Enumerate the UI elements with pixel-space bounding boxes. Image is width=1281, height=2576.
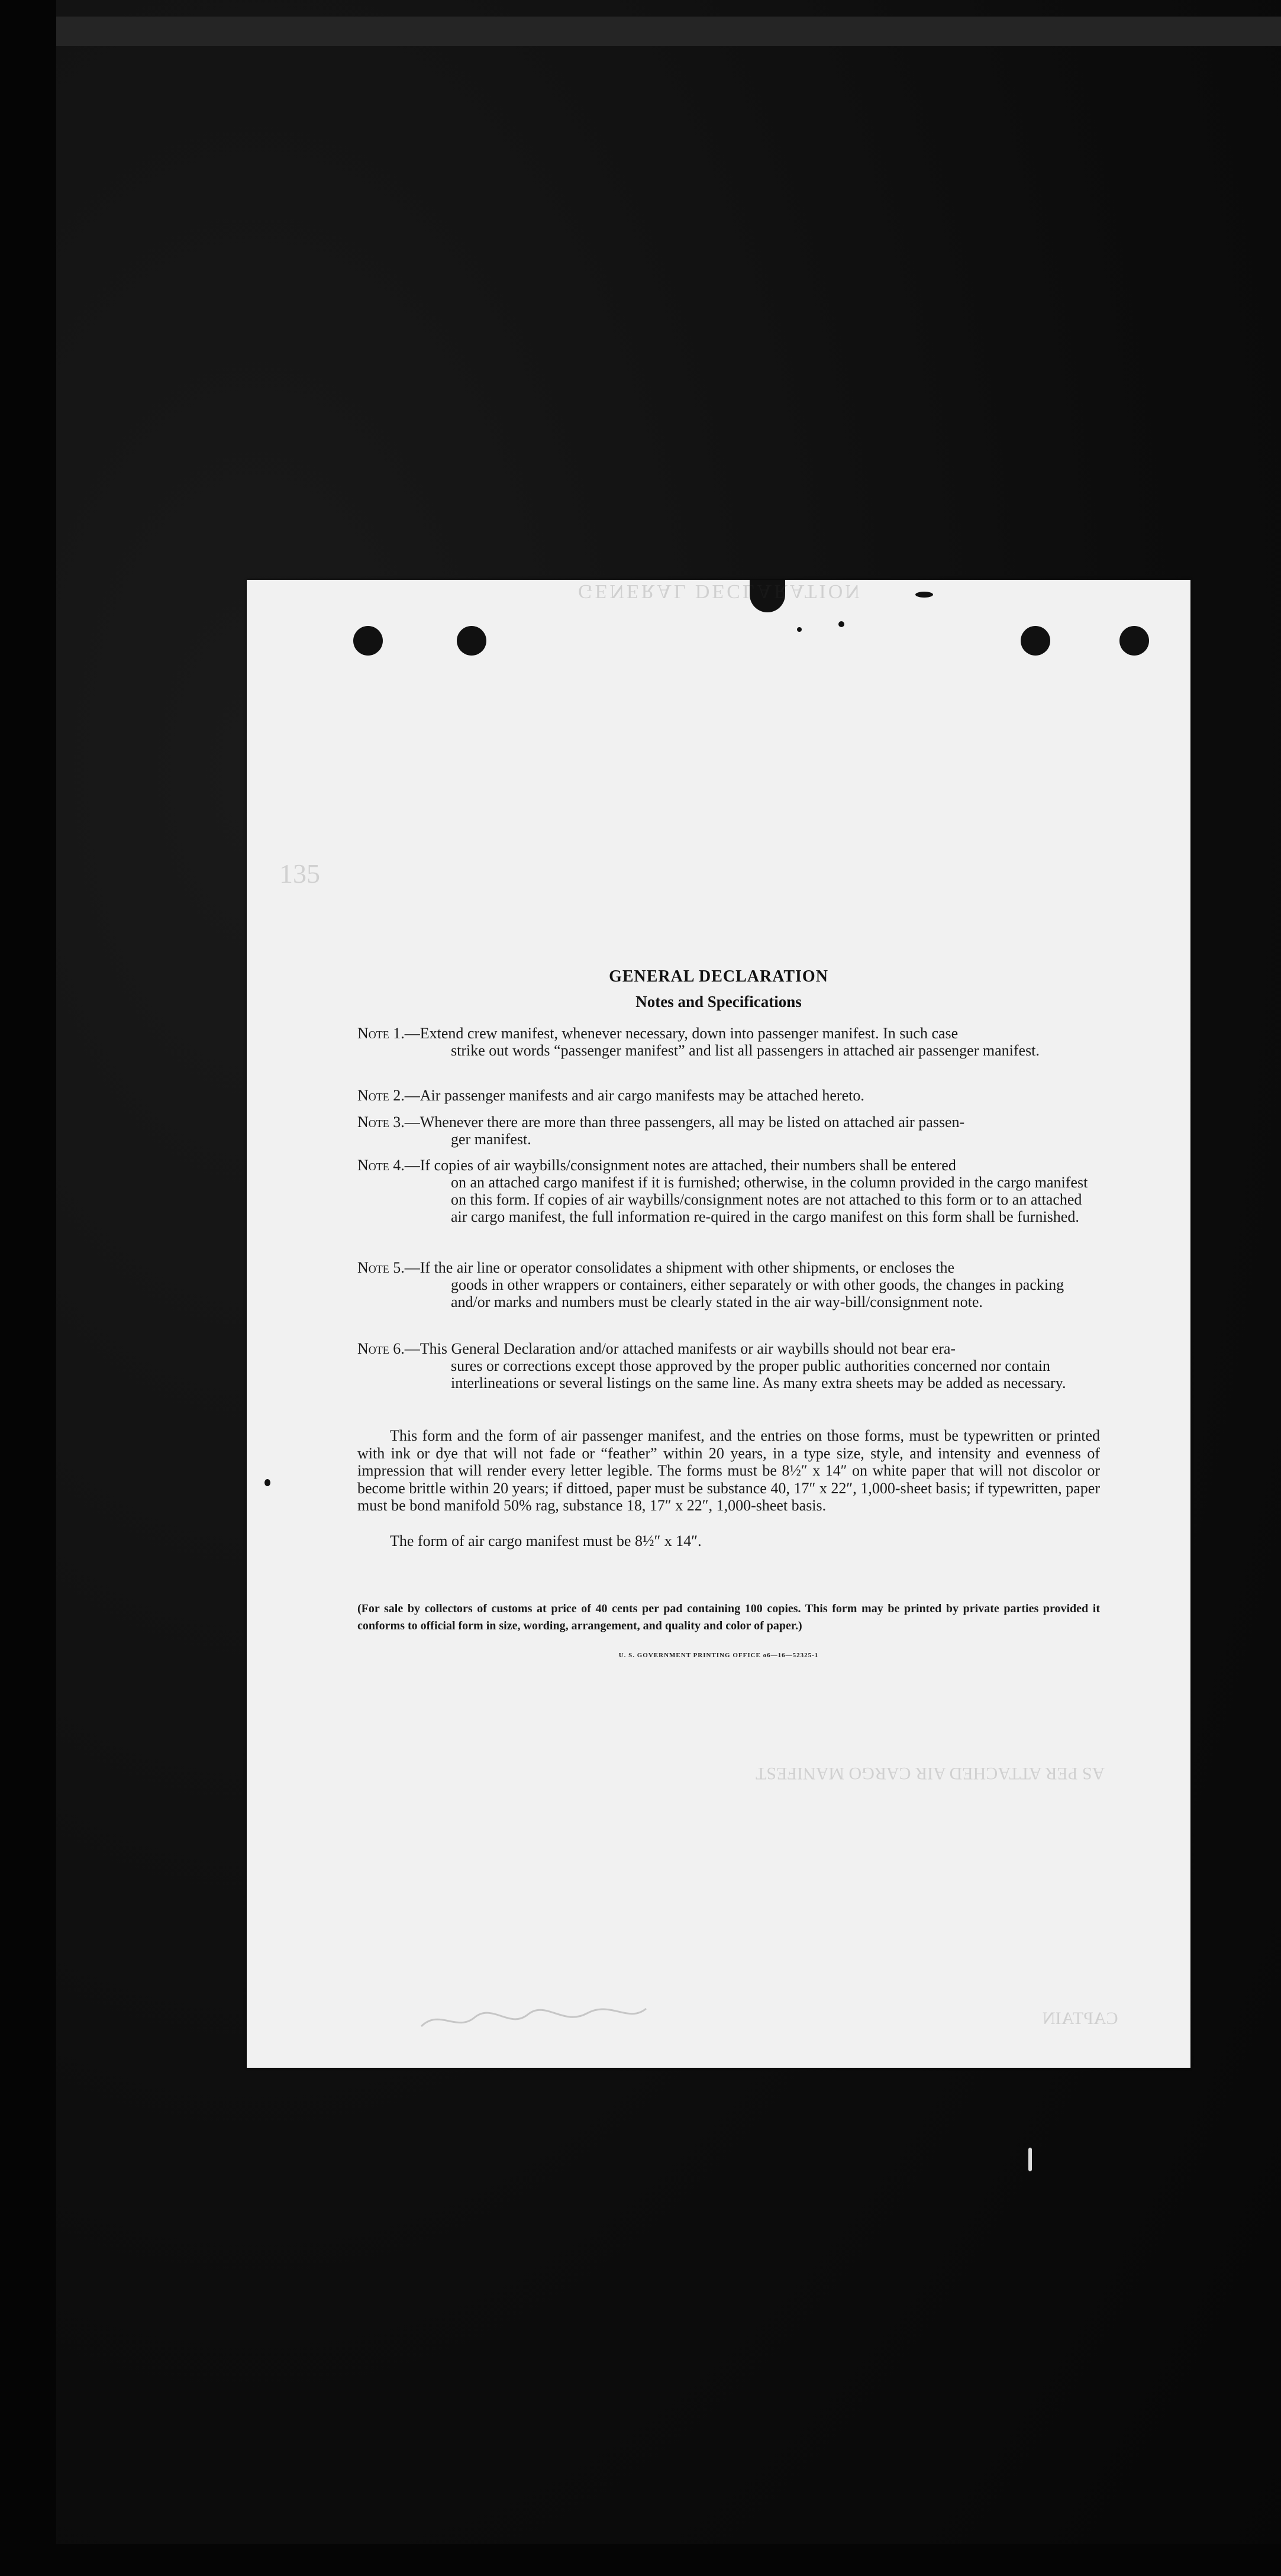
note-text: —Air passenger manifests and air cargo manifests may be attached hereto. [404, 1087, 864, 1104]
sale-note: (For sale by collectors of customs at price of 40 cents per pad containing 100 copies. This form may be printed by private parties provided it conforms to official form in size, wording, arrangement, and quality and color of paper.) [357, 1602, 1100, 1632]
specification-text: This form and the form of air passenger manifest, and the entries on those forms, must be typewritten or printed with ink or dye that will not fade or “feather” within 20 years, in a type size, style, and intensity and evenness of impression that will render every letter legible. The forms must be 8½″ x 14″ on white paper that will not discolor or become brittle within 20 years; if dittoed, paper must be substance 40, 17″ x 22″, 1,000-sheet basis; if typewritten, paper must be bond manifold 50% rag, substance 18, 17″ x 22″, 1,000-sheet basis. [357, 1427, 1100, 1514]
note-text-continued: goods in other wrappers or containers, either separately or with other goods, the changes in packing and/or marks and numbers must be clearly stated in the air way-bill/consignment note. [451, 1276, 1064, 1310]
note-text-continued: sures or corrections except those approved by the proper public authorities concerned nor contain interlineations or several listings on the same line. As many extra sheets may be added as necessary. [451, 1357, 1066, 1392]
note-text: —Whenever there are more than three passengers, all may be listed on attached air passen- [404, 1113, 965, 1131]
note-text: —This General Declaration and/or attached manifests or air waybills should not bear era- [404, 1340, 956, 1357]
note-label: Note 4. [357, 1157, 405, 1174]
printer-imprint: U. S. GOVERNMENT PRINTING OFFICE o6—16—52325-1 [618, 1652, 819, 1659]
note-label: Note 3. [357, 1113, 405, 1131]
note-1 [357, 1025, 1100, 1059]
film-speck [1028, 2148, 1032, 2171]
bleed-through-heading: GENERAL DECLARATION [578, 580, 862, 602]
note-3 [357, 1113, 1100, 1148]
note-6 [357, 1340, 1100, 1392]
note-4 [357, 1157, 1100, 1225]
ink-speck [915, 592, 933, 598]
film-edge-bottom [0, 2544, 1281, 2576]
note-text: —Extend crew manifest, whenever necessary, down into passenger manifest. In such case [404, 1025, 959, 1042]
punch-hole-icon [1021, 626, 1050, 656]
cargo-form-size: The form of air cargo manifest must be 8½″ x 14″. [390, 1532, 702, 1550]
faint-signature [415, 1997, 652, 2038]
note-text-continued: ger manifest. [451, 1131, 531, 1148]
document-subtitle: Notes and Specifications [635, 993, 802, 1011]
ink-speck [838, 621, 844, 627]
specification-paragraph [357, 1427, 1100, 1515]
bleed-through-number: 135 [279, 858, 320, 889]
note-label: Note 1. [357, 1025, 405, 1042]
note-2 [357, 1087, 1100, 1104]
ink-speck [797, 627, 802, 632]
note-label: Note 6. [357, 1340, 405, 1357]
film-edge-left [0, 0, 56, 2576]
note-text: —If copies of air waybills/consignment notes are attached, their numbers shall be entered [404, 1157, 956, 1174]
note-label: Note 2. [357, 1087, 405, 1104]
bleed-through-captain: CAPTAIN [1043, 2009, 1118, 2028]
punch-hole-icon [1119, 626, 1149, 656]
film-speck [264, 1479, 270, 1486]
punch-hole-icon [353, 626, 383, 656]
note-label: Note 5. [357, 1259, 405, 1276]
punch-hole-icon [457, 626, 486, 656]
film-edge-top [56, 17, 1281, 46]
note-text-continued: on an attached cargo manifest if it is furnished; otherwise, in the column provided in the cargo manifest on this form. If copies of air waybills/consignment notes are not attached to this form or to an attached air cargo manifest, the full information re-quired in the cargo manifest on this form shall be furnished. [451, 1174, 1088, 1225]
document-sheet [247, 580, 1190, 2068]
note-5 [357, 1259, 1100, 1310]
note-text: —If the air line or operator consolidates a shipment with other shipments, or encloses the [404, 1259, 955, 1276]
note-text-continued: strike out words “passenger manifest” and list all passengers in attached air passenger manifest. [451, 1042, 1040, 1059]
document-title: GENERAL DECLARATION [609, 967, 828, 986]
bleed-through-cargo-heading: AS PER ATTACHED AIR CARGO MANIFEST [756, 1764, 1105, 1783]
